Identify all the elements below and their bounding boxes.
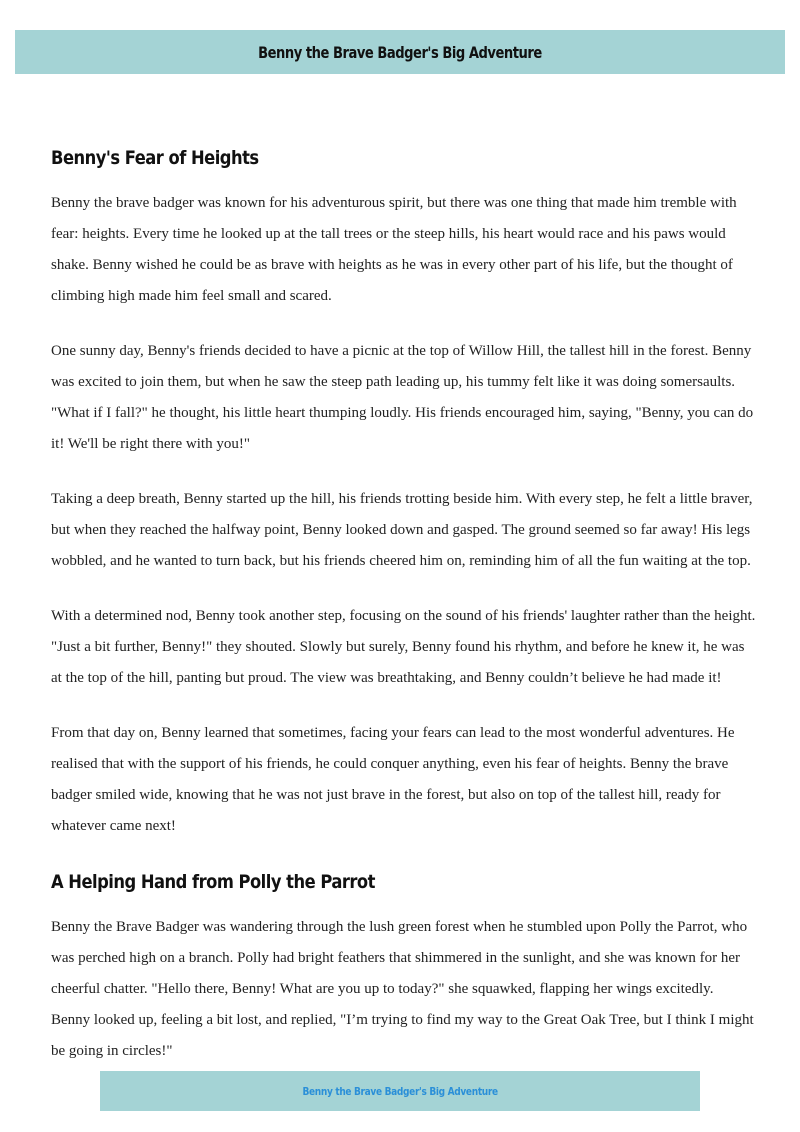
document-title: Benny the Brave Badger's Big Adventure <box>258 42 542 62</box>
paragraph: From that day on, Benny learned that sometimes, facing your fears can lead to the most wonderful adventures. He realised that with the support of his friends, he could conquer anything, even his fear of heights. Benny the brave badger smiled wide, knowing that he was not just brave in the forest, but also on top of the tallest hill, ready for whatever came next! <box>51 725 735 834</box>
paragraph: Benny the Brave Badger was wandering through the lush green forest when he stumbled upon Polly the Parrot, who was perched high on a branch. Polly had bright feathers that shimmered in the sunlight, and she was known for her cheerful chatter. "Hello there, Benny! What are you up to today?" she squawked, flapping her wings excitedly. Benny looked up, feeling a bit lost, and replied, "I’m trying to find my way to the Great Oak Tree, but I think I might be going in circles!" <box>51 919 754 1059</box>
paragraph: Taking a deep breath, Benny started up the hill, his friends trotting beside him. With every step, he felt a little braver, but when they reached the halfway point, Benny looked down and gasped. The ground seemed so far away! His legs wobbled, and he wanted to turn back, but his friends cheered him on, reminding him of all the fun waiting at the top. <box>51 491 753 569</box>
header-banner <box>15 30 785 74</box>
paragraph: One sunny day, Benny's friends decided to have a picnic at the top of Willow Hill, the tallest hill in the forest. Benny was excited to join them, but when he saw the steep path leading up, his tummy felt like it was doing somersaults. "What if I fall?" he thought, his little heart thumping loudly. His friends encouraged him, saying, "Benny, you can do it! We'll be right there with you!" <box>51 343 754 452</box>
footer-banner <box>100 1071 700 1111</box>
paragraph: With a determined nod, Benny took another step, focusing on the sound of his friends' laughter rather than the height. "Just a bit further, Benny!" they shouted. Slowly but surely, Benny found his rhythm, and before he knew it, he was at the top of the hill, panting but proud. The view was breathtaking, and Benny couldn’t believe he had made it! <box>51 608 756 686</box>
footer-title: Benny the Brave Badger's Big Adventure <box>302 1084 498 1098</box>
paragraph: Benny the brave badger was known for his adventurous spirit, but there was one thing that made him tremble with fear: heights. Every time he looked up at the tall trees or the steep hills, his heart would race and his paws would shake. Benny wished he could be as brave with heights as he was in every other part of his life, but the thought of climbing high made him feel small and scared. <box>51 195 737 304</box>
section-heading: Benny's Fear of Heights <box>51 147 259 169</box>
section-polly-the-parrot <box>51 862 756 1067</box>
story-content <box>51 138 756 1091</box>
section-fear-of-heights <box>51 138 756 842</box>
section-heading: A Helping Hand from Polly the Parrot <box>51 871 375 893</box>
